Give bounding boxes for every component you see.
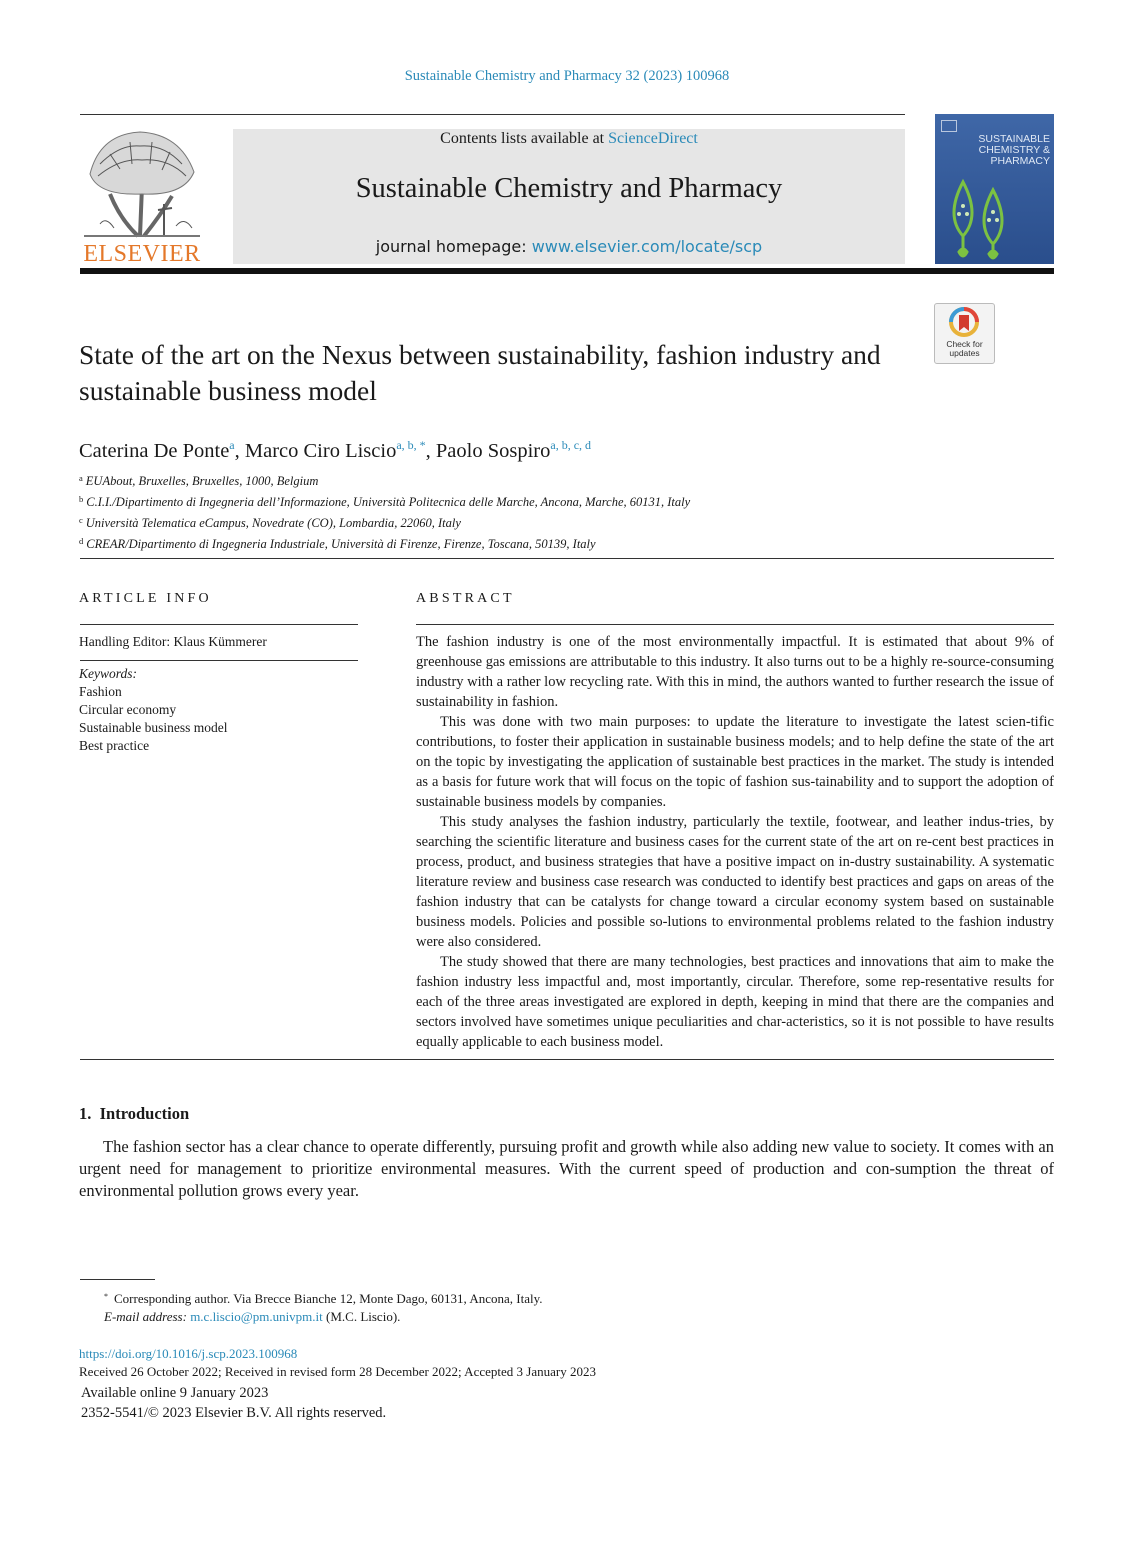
author-name[interactable]: Paolo Sospiro (435, 440, 551, 462)
keywords-rule (80, 660, 358, 661)
article-info-rule (80, 624, 358, 625)
contents-line (233, 129, 905, 149)
affiliation-item (79, 490, 1054, 511)
author-affiliation-marks[interactable]: a, b, c, d (550, 438, 592, 452)
homepage-link[interactable]: www.elsevier.com/locate/scp (531, 237, 763, 256)
footnote (104, 1288, 1004, 1326)
affiliation-text: Università Telematica eCampus, Novedrate (CO), Lombardia, 22060, Italy (85, 516, 461, 530)
copyright: 2352-5541/© 2023 Elsevier B.V. All rights reserved. (81, 1405, 387, 1421)
abstract-paragraph: This was done with two main purposes: to update the literature to investigate the latest scien-tific contributions, to foster their application in sustainable business models; and to help define the state of the art on the topic by investigating the application of sustainable best practices in the market. The study is intended as a basis for future work that will focus on the topic of fashion sus-tainability and to support the adoption of sustainable business models by companies. (416, 714, 1054, 810)
footnote-rule (80, 1279, 155, 1280)
author-name[interactable]: Caterina De Ponte (79, 440, 230, 462)
affiliation-mark: a (79, 473, 83, 483)
abstract-paragraph: The fashion industry is one of the most environmentally impactful. It is estimated that about 9% of greenhouse gas emissions are attributable to this industry. It also turns out to be a highly re-source-consuming industry with a rather low recycling rate. With this in mind, the authors wanted to further research the issue of sustainability in fashion. (416, 634, 1054, 710)
corresponding-author-text: Corresponding author. Via Brecce Bianche 12, Monte Dago, 60131, Ancona, Italy. (114, 1291, 543, 1306)
leaf-drop-icon (941, 166, 1021, 262)
affiliation-mark: c (79, 515, 83, 525)
affiliation-mark: b (79, 494, 84, 504)
keyword-item: Sustainable business model (79, 720, 228, 735)
keyword-item: Fashion (79, 684, 122, 699)
abstract-paragraph: This study analyses the fashion industry, particularly the textile, footwear, and leather indus-tries, by searching the scientific literature and business cases for the current state of the art on re-cent best practices in process, product, and business strategies that have a positive impact on in-dustry sustainability. A systematic literature review and business case research was conducted to identify best practices and gaps on areas of the fashion industry that can be catalysts for change toward a circular economy system based on sustainable business models. Policies and possible so-lutions to environmental problems related to the fashion industry were also considered. (416, 814, 1054, 950)
abstract-paragraph: The study showed that there are many technologies, best practices and innovations that aim to make the fashion industry less impactful and, most importantly, circular. Therefore, some rep-resentative results for each of the three areas investigated are explored in depth, keeping in mind that there are the companies and sectors involved have sometimes unique peculiarities and char-acteristics, so it is not possible to have results equally applicable to each business model. (416, 954, 1054, 1050)
affiliation-item (79, 469, 1054, 490)
affiliation-text: EUAbout, Bruxelles, Bruxelles, 1000, Belgium (85, 474, 319, 488)
homepage-prefix: journal homepage: (375, 237, 532, 256)
keywords-section (79, 665, 359, 755)
affiliation-list (79, 469, 1054, 553)
check-for-updates-label: Check for updates (946, 339, 983, 358)
keywords-label: Keywords: (79, 666, 137, 681)
author-list (79, 431, 979, 465)
affiliation-item (79, 511, 1054, 532)
check-for-updates-button[interactable] (934, 303, 995, 364)
email-link[interactable]: m.c.liscio@pm.univpm.it (190, 1309, 323, 1324)
journal-masthead (233, 129, 905, 264)
affiliation-item (79, 532, 1054, 553)
affiliation-text: CREAR/Dipartimento di Ingegneria Industriale, Università di Firenze, Firenze, Toscana, 50139, Italy (86, 537, 596, 551)
handling-editor: Handling Editor: Klaus Kümmerer (79, 634, 267, 649)
corresponding-author-note (104, 1288, 1004, 1308)
header-top-rule (80, 114, 905, 115)
cover-badge-icon (941, 120, 957, 132)
affiliation-rule (80, 558, 1054, 559)
author-affiliation-marks[interactable]: a (229, 438, 235, 452)
email-line (104, 1308, 1004, 1326)
abstract-heading: ABSTRACT (416, 591, 515, 606)
bookmark-ring-icon (949, 307, 979, 339)
journal-cover-image[interactable] (935, 114, 1054, 264)
journal-reference-link[interactable]: Sustainable Chemistry and Pharmacy 32 (2023) 100968 (404, 68, 730, 84)
sciencedirect-link[interactable]: ScienceDirect (608, 130, 698, 147)
homepage-line (233, 237, 905, 257)
contents-prefix: Contents lists available at (440, 130, 609, 147)
elsevier-wordmark: ELSEVIER (83, 241, 201, 267)
available-online: Available online 9 January 2023 (81, 1385, 269, 1401)
email-suffix: (M.C. Liscio). (322, 1309, 401, 1324)
elsevier-logo (80, 124, 204, 266)
doi-link[interactable]: https://doi.org/10.1016/j.scp.2023.100968 (79, 1346, 298, 1361)
email-label: E-mail address: (104, 1309, 187, 1324)
keyword-item: Best practice (79, 738, 150, 753)
author-separator: , (425, 440, 436, 462)
author-name[interactable]: Marco Ciro Liscio (244, 440, 397, 462)
introduction-heading: 1. Introduction (79, 1104, 190, 1123)
cover-title: SUSTAINABLE CHEMISTRY & PHARMACY (978, 133, 1050, 167)
author-separator: , (234, 440, 245, 462)
keyword-item: Circular economy (79, 702, 177, 717)
affiliation-mark: d (79, 536, 84, 546)
abstract-rule (416, 624, 1054, 625)
author-affiliation-marks[interactable]: a, b, * (396, 438, 426, 452)
abstract-end-rule (80, 1059, 1054, 1060)
journal-title: Sustainable Chemistry and Pharmacy (355, 173, 783, 204)
article-info-heading: ARTICLE INFO (79, 591, 212, 606)
abstract-body (416, 632, 1054, 1052)
header-thick-rule (80, 268, 1054, 274)
affiliation-text: C.I.I./Dipartimento di Ingegneria dell’Informazione, Università Politecnica delle Marche, Ancona, Marche, 60131, Italy (86, 495, 691, 509)
introduction-paragraph: The fashion sector has a clear chance to operate differently, pursuing profit and growth while also adding new value to society. It comes with an urgent need for management to prioritize environmental measures. With the current speed of production and con-sumption the threat of environmental pollution grows every year. (79, 1137, 1054, 1200)
footnote-star: * (104, 1292, 108, 1301)
article-dates: Received 26 October 2022; Received in revised form 28 December 2022; Accepted 3 January 2023 (79, 1364, 596, 1379)
tree-emblem-icon (80, 124, 204, 242)
article-title: State of the art on the Nexus between sustainability, fashion industry and sustainable business model (79, 339, 881, 406)
